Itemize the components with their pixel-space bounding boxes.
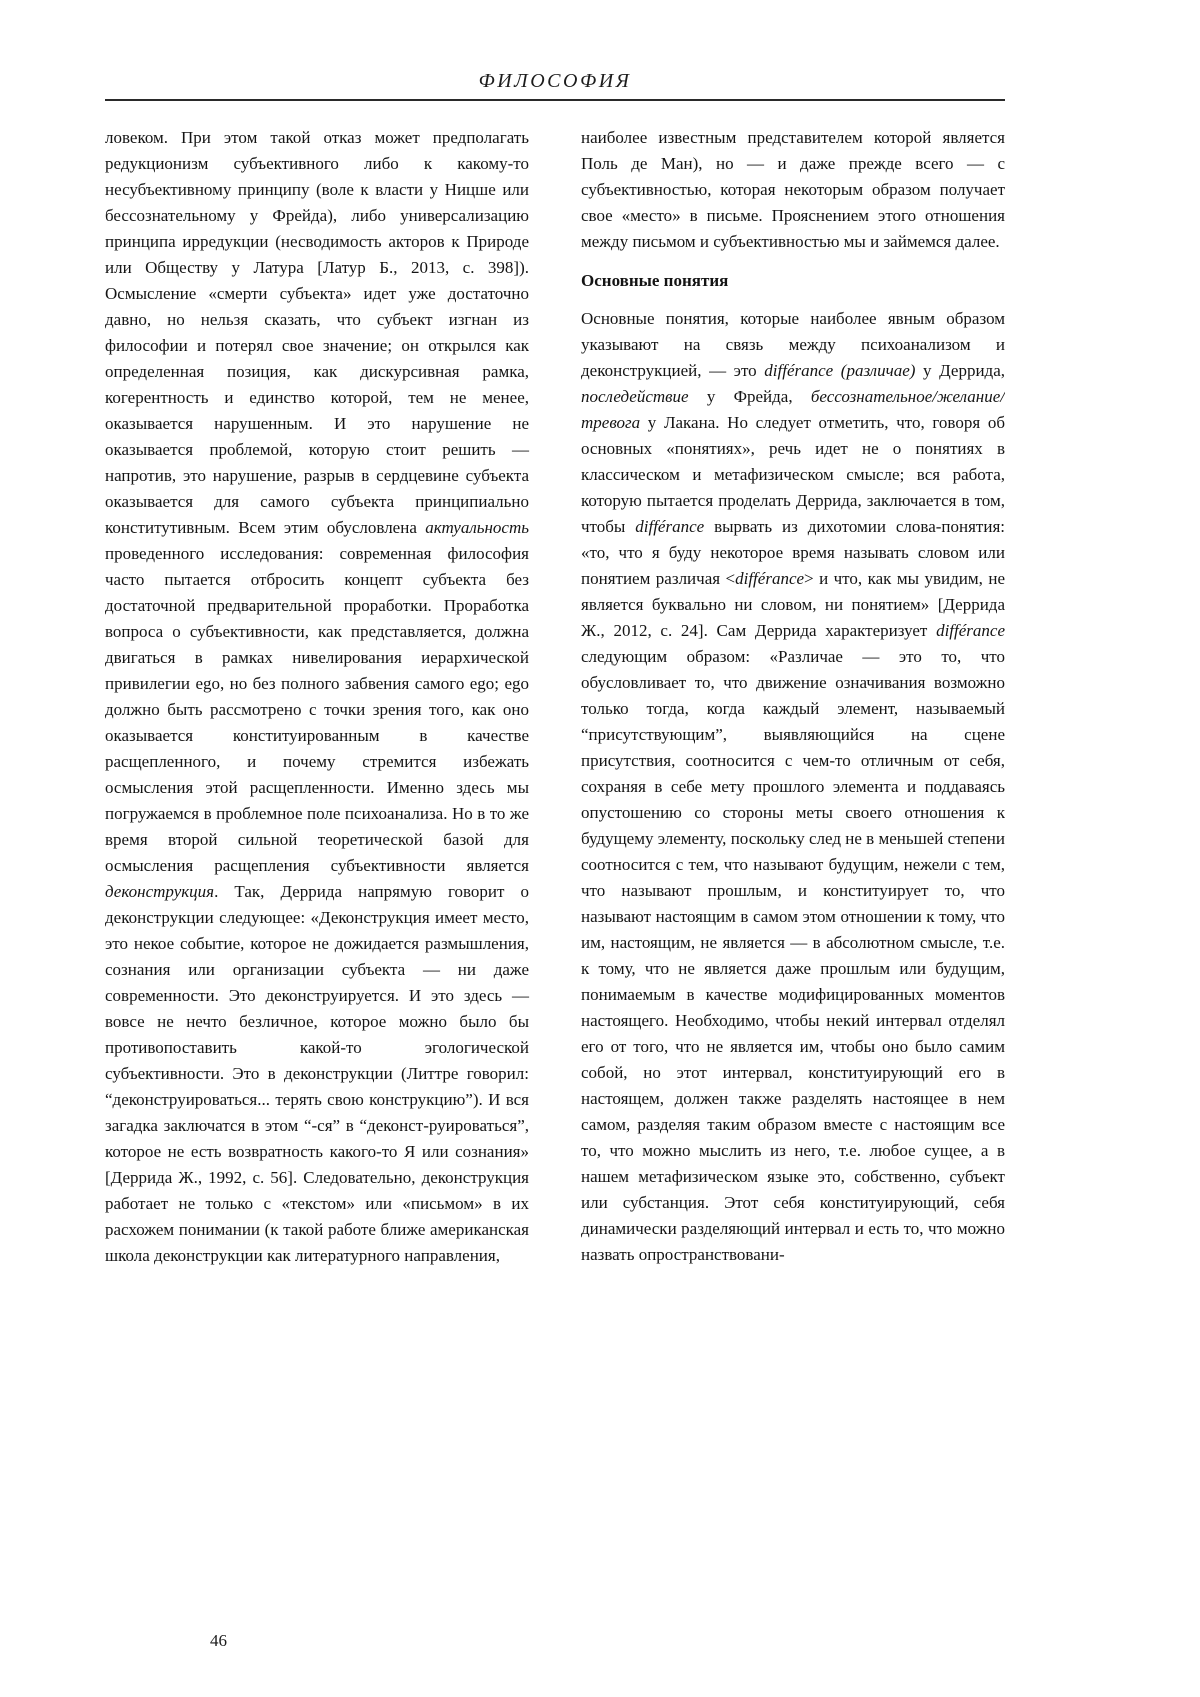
emphasized-text: деконструкция — [105, 882, 215, 901]
paragraph — [581, 125, 1005, 255]
body-text: . Так, Деррида напрямую говорит о деконструкции следующее: «Деконструкция имеет место, это некое событие, которое не дожидается размышления, сознания или организации субъекта — ни даже современности. Это деконструируется. И это здесь — вовсе не нечто безличное, которое можно было бы противопоставить какой-то эгологической субъективности. Это в деконструкции (Литтре говорил: “деконструироваться... терять свою конструкцию”). И вся загадка заключатся в этом “-ся” в “деконст-руироваться”, которое не есть возвратность какого-то Я или сознания» [Деррида Ж., 1992, с. 56]. Следовательно, деконструкция работает не только с «текстом» или «письмом» в их расхожем понимании (к такой работе ближе американская школа деконструкции как литературного направления, — [105, 882, 529, 1265]
body-text: у Деррида, — [915, 361, 1005, 380]
article-body — [105, 125, 1005, 1269]
page-number: 46 — [210, 1631, 227, 1650]
body-text: наиболее известным представителем которой является Поль де Ман), но — и даже прежде всего — с субъективностью, которая некоторым образом получает свое «место» в письме. Прояснением этого отношения между письмом и субъективностью мы и займемся далее. — [581, 128, 1005, 251]
emphasized-text: актуальность — [425, 518, 529, 537]
body-text: > и что, как мы увидим, не является буквально ни словом, ни понятием» [Деррида Ж., 2012, с. 24]. Сам Деррида характеризует — [581, 569, 1005, 640]
body-text: у Фрейда, — [688, 387, 811, 406]
emphasized-text: бессознательное/желание/тревога — [581, 387, 1005, 432]
right-column — [581, 125, 1005, 1269]
emphasized-text: последействие — [581, 387, 689, 406]
section-heading: Основные понятия — [581, 271, 729, 290]
paragraph — [105, 125, 529, 1269]
emphasized-text: différance — [936, 621, 1005, 640]
body-text: проведенного исследования: современная философия часто пытается отбросить концепт субъекта без достаточной предварительной проработки. Проработка вопроса о субъективности, как представляется, должна двигаться в рамках нивелирования иерархической привилегии ego, но без полного забвения самого ego; ego должно быть рассмотрено с точки зрения того, как оно оказывается конституированным в качестве расщепленного, и почему стремится избежать осмысления этой расщепленности. Именно здесь мы погружаемся в проблемное поле психоанализа. Но в то же время второй сильной теоретической базой для осмысления расщепления субъективности является — [105, 544, 529, 875]
body-text: вырвать из дихотомии слова-понятия: «то, что я буду некоторое время называть словом или понятием различая < — [581, 517, 1005, 588]
left-column — [105, 125, 529, 1269]
body-text: следующим образом: «Различае — это то, что обусловливает то, что движение означивания возможно только тогда, когда каждый элемент, называемый “присутствующим”, выявляющийся на сцене присутствия, соотносится с чем-то отличным от себя, сохраняя в себе мету прошлого элемента и поддаваясь опустошению со стороны меты своего отношения к будущему элементу, поскольку след не в меньшей степени соотносится с тем, что называют будущим, нежели с тем, что называют прошлым, и конституирует то, что называют настоящим в самом этом отношении к тому, что им, настоящим, не является — в абсолютном смысле, т.е. к тому, что не является даже прошлым или будущим, понимаемым в качестве модифицированных моментов настоящего. Необходимо, чтобы некий интервал отделял его от того, что не является им, чтобы оно было самим собой, но этот интервал, конституирующий его в настоящем, должен также разделять настоящее в нем самом, разделяя таким образом вместе с настоящим все то, что можно мыслить из него, т.е. любое сущее, а в нашем метафизическом языке это, собственно, субъект или субстанция. Этот себя конституирующий, себя динамически разделяющий интервал и есть то, что можно назвать опространствовани- — [581, 647, 1005, 1264]
running-head: ФИЛОСОФИЯ — [478, 70, 632, 92]
journal-page — [105, 0, 1005, 1697]
emphasized-text: différance — [735, 569, 805, 588]
body-text: у Лакана. Но следует отметить, что, говоря об основных «понятиях», речь идет не о понятиях в классическом и метафизическом смысле; вся работа, которую пытается проделать Деррида, заключается в том, чтобы — [581, 413, 1005, 536]
body-text: ловеком. При этом такой отказ может предполагать редукционизм субъективного либо к какому-то несубъективному принципу (воле к власти у Ницше или бессознательному у Фрейда), либо универсализацию принципа ирредукции (несводимость акторов к Природе или Обществу у Латура [Латур Б., 2013, с. 398]). Осмысление «смерти субъекта» идет уже достаточно давно, но нельзя сказать, что субъект изгнан из философии и потерял свое значение; он открылся как определенная позиция, как дискурсивная рамка, когерентность и единство которой, тем не менее, оказывается нарушенным. И это нарушение не оказывается проблемой, которую стоит решить — напротив, это нарушение, разрыв в сердцевине субъекта оказывается для самого субъекта принципиально конститутивным. Всем этим обусловлена — [105, 128, 529, 537]
header-rule — [105, 99, 1005, 101]
emphasized-text: différance — [635, 517, 705, 536]
body-text: Основные понятия, которые наиболее явным образом указывают на связь между психоанализом и деконструкцией, — это — [581, 309, 1005, 380]
paragraph — [581, 306, 1005, 1268]
emphasized-text: différance (различае) — [764, 361, 916, 380]
page-header — [105, 0, 1005, 101]
